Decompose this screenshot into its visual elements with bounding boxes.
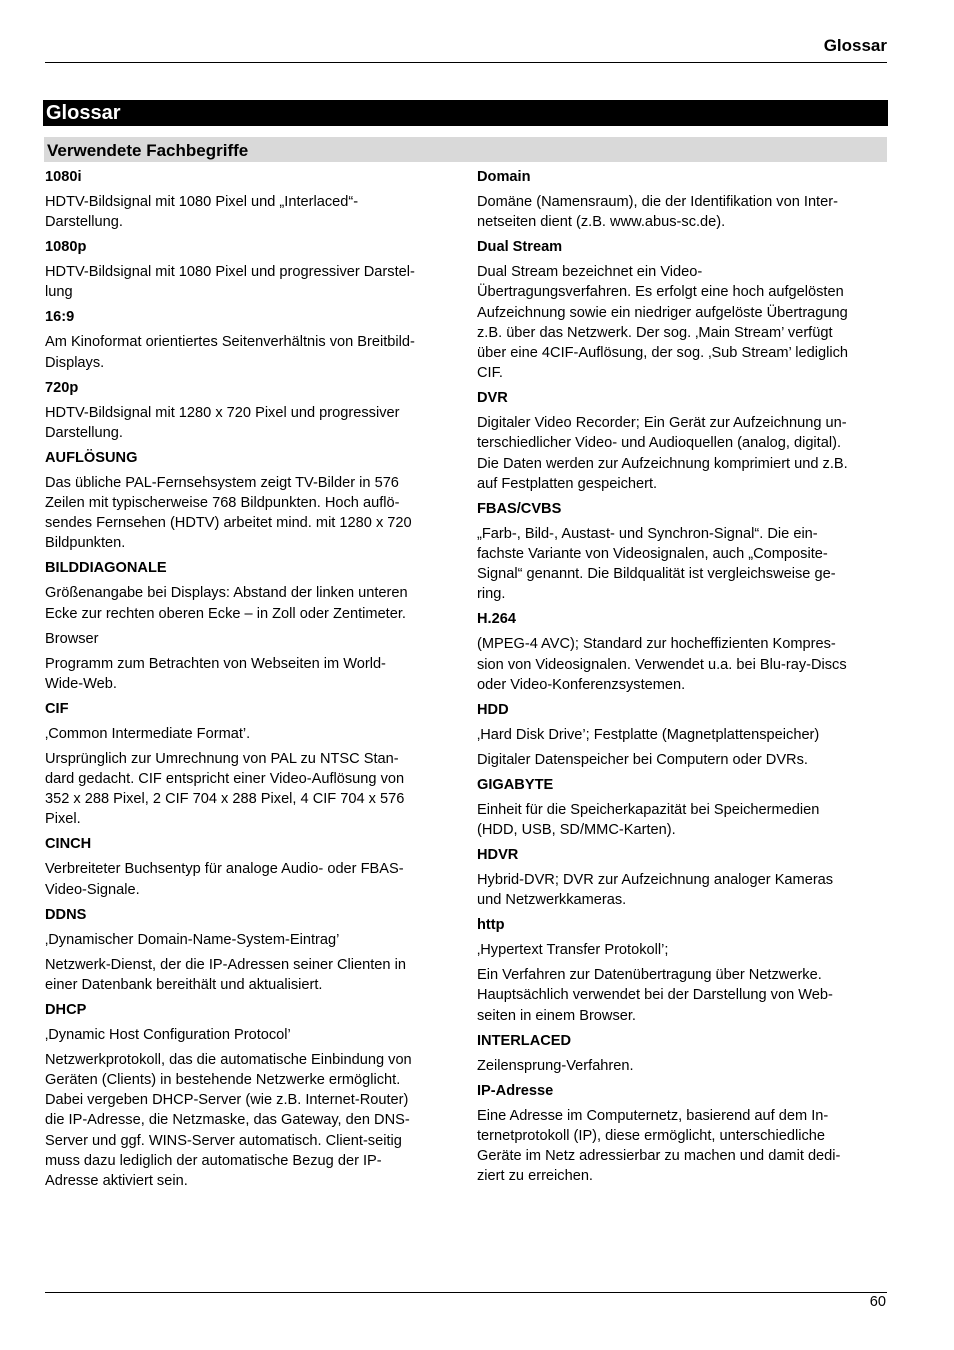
definition-line: Aufzeichnung sowie ein niedriger aufgelöste Übertragung [477,304,848,321]
definition-line: Hauptsächlich verwendet bei der Darstellung von Web- [477,987,833,1004]
glossary-definition [45,955,457,995]
glossary-definition [45,724,457,744]
definition-line: HDTV-Bildsignal mit 1080 Pixel und progressiver Darstel- [45,264,415,281]
glossary-definition [45,629,457,649]
glossary-term: CINCH [45,836,92,853]
definition-line: Einheit für die Speicherkapazität bei Speichermedien [477,801,820,818]
subsection-title: Verwendete Fachbegriffe [44,137,887,162]
glossary-term: FBAS/CVBS [477,500,562,517]
definition-line: Das übliche PAL-Fernsehsystem zeigt TV-Bilder in 576 [45,474,399,491]
definition-line: einer Datenbank bereithält und aktualisiert. [45,976,323,993]
definition-line: Browser [45,630,99,647]
definition-line: sendes Fernsehen (HDTV) arbeitet mind. mit 1280 x 720 [45,515,412,532]
definition-line: Ursprünglich zur Umrechnung von PAL zu NTSC Stan- [45,750,399,767]
definition-line: Wide-Web. [45,675,117,692]
glossary-term: GIGABYTE [477,776,554,793]
glossary-definition [477,725,889,745]
definition-line: sion von Videosignalen. Verwendet u.a. bei Blu-ray-Discs [477,656,847,673]
definition-line: die IP-Adresse, die Netzmaske, das Gateway, den DNS- [45,1112,410,1129]
glossary-definition [45,192,457,232]
glossary-term: INTERLACED [477,1032,572,1049]
definition-line: (MPEG-4 AVC); Standard zur hocheffizienten Kompres- [477,636,836,653]
page-number: 60 [869,1294,886,1310]
definition-line: ternetprotokoll (IP), diese ermöglicht, unterschiedliche [477,1127,825,1144]
definition-line: über eine 4CIF-Auflösung, der sog. ‚Sub Stream’ lediglich [477,345,848,362]
definition-line: Geräte im Netz adressierbar zu machen und damit dedi- [477,1148,841,1165]
definition-line: Ecke zur rechten oberen Ecke – in Zoll oder Zentimeter. [45,605,406,622]
glossary-term: 720p [45,379,79,396]
definition-line: Programm zum Betrachten von Webseiten im World- [45,655,386,672]
glossary-definition [45,332,457,372]
definition-line: ‚Common Intermediate Format’. [45,725,251,742]
definition-line: ‚Dynamic Host Configuration Protocol’ [45,1026,291,1043]
definition-line: Adresse aktiviert sein. [45,1173,188,1190]
definition-line: Geräten (Clients) in bestehende Netzwerke ermöglicht. [45,1072,401,1089]
glossary-definition [477,1056,889,1076]
definition-line: Übertragungsverfahren. Es erfolgt eine hoch aufgelösten [477,284,844,301]
definition-line: Die Daten werden zur Aufzeichnung komprimiert und z.B. [477,455,848,472]
definition-line: Darstellung. [45,424,123,441]
glossary-term: Domain [477,169,531,185]
definition-line: ziert zu erreichen. [477,1168,593,1185]
glossary-term: DHCP [45,1001,87,1018]
glossary-term: H.264 [477,611,516,628]
definition-line: oder Video-Konferenzsystemen. [477,676,686,693]
glossary-definition [45,262,457,302]
definition-line: muss dazu lediglich der automatische Bezug der IP- [45,1152,382,1169]
glossary-definition [477,192,889,232]
section-title: Glossar [43,100,888,126]
definition-line: terschiedlicher Video- und Audioquellen (analog, digital). [477,435,842,452]
glossary-definition [45,930,457,950]
definition-line: Displays. [45,354,105,371]
definition-line: ring. [477,586,506,603]
glossary-column-right [477,167,889,1191]
glossary-definition [477,413,889,494]
definition-line: ‚Dynamischer Domain-Name-System-Eintrag’ [45,931,340,948]
definition-line: fachste Variante von Videosignalen, auch „Composite- [477,546,828,563]
glossary-definition [45,749,457,830]
definition-line: Digitaler Video Recorder; Ein Gerät zur Aufzeichnung un- [477,415,847,432]
glossary-definition [45,473,457,554]
definition-line: seiten in einem Browser. [477,1007,636,1024]
glossary-column-left [45,167,457,1196]
glossary-term: IP-Adresse [477,1082,554,1099]
definition-line: Eine Adresse im Computernetz, basierend auf dem In- [477,1107,829,1124]
footer-rule [45,1292,887,1293]
definition-line: CIF. [477,365,503,382]
definition-line: Netzwerk-Dienst, der die IP-Adressen seiner Clienten in [45,956,406,973]
definition-line: HDTV-Bildsignal mit 1280 x 720 Pixel und progressiver [45,404,400,421]
glossary-definition [477,870,889,910]
definition-line: Dabei vergeben DHCP-Server (wie z.B. Internet-Router) [45,1092,409,1109]
definition-line: ‚Hypertext Transfer Protokoll’; [477,942,669,959]
definition-line: Verbreiteter Buchsentyp für analoge Audio- oder FBAS- [45,861,404,878]
glossary-definition [477,750,889,770]
glossary-term: AUFLÖSUNG [45,449,138,466]
definition-line: Digitaler Datenspeicher bei Computern oder DVRs. [477,751,808,768]
glossary-definition [477,940,889,960]
definition-line: lung [45,284,73,301]
definition-line: Am Kinoformat orientiertes Seitenverhältnis von Breitbild- [45,334,415,351]
glossary-definition [45,403,457,443]
glossary-term: DVR [477,390,508,407]
definition-line: Zeilensprung-Verfahren. [477,1057,634,1074]
definition-line: Signal“ genannt. Die Bildqualität ist vergleichsweise ge- [477,566,836,583]
glossary-term: DDNS [45,906,87,923]
definition-line: z.B. über das Netzwerk. Der sog. ‚Main Stream’ verfügt [477,324,833,341]
glossary-definition [477,524,889,605]
definition-line: Dual Stream bezeichnet ein Video- [477,264,703,281]
definition-line: (HDD, USB, SD/MMC-Karten). [477,822,676,839]
definition-line: Server und ggf. WINS-Server automatisch. Client-seitig [45,1132,402,1149]
definition-line: Video-Signale. [45,881,140,898]
definition-line: Zeilen mit typischerweise 768 Bildpunkten. Hoch auflö- [45,495,400,512]
glossary-term: Dual Stream [477,239,563,256]
definition-line: Pixel. [45,811,81,828]
definition-line: netseiten dient (z.B. www.abus-sc.de). [477,214,726,231]
glossary-term: CIF [45,700,69,717]
running-header-title: Glossar [823,36,887,55]
definition-line: und Netzwerkkameras. [477,892,627,909]
glossary-term: http [477,917,505,934]
definition-line: ‚Hard Disk Drive’; Festplatte (Magnetplattenspeicher) [477,726,820,743]
definition-line: Ein Verfahren zur Datenübertragung über Netzwerke. [477,967,822,984]
glossary-definition [477,262,889,383]
definition-line: auf Festplatten gespeichert. [477,475,658,492]
glossary-definition [45,859,457,899]
glossary-definition [45,1050,457,1191]
glossary-definition [477,1106,889,1187]
glossary-definition [477,965,889,1026]
glossary-term: BILDDIAGONALE [45,560,167,577]
definition-line: Netzwerkprotokoll, das die automatische Einbindung von [45,1051,412,1068]
definition-line: 352 x 288 Pixel, 2 CIF 704 x 288 Pixel, 4 CIF 704 x 576 [45,791,405,808]
glossary-term: 1080p [45,239,87,256]
glossary-definition [45,1025,457,1045]
definition-line: Bildpunkten. [45,535,126,552]
definition-line: dard gedacht. CIF entspricht einer Video-Auflösung von [45,771,405,788]
definition-line: „Farb-, Bild-, Austast- und Synchron-Signal“. Die ein- [477,525,818,542]
glossary-term: 1080i [45,169,82,185]
definition-line: Größenangabe bei Displays: Abstand der linken unteren [45,585,408,602]
glossary-term: HDD [477,701,509,718]
glossary-definition [45,654,457,694]
glossary-definition [477,634,889,695]
definition-line: HDTV-Bildsignal mit 1080 Pixel und „Interlaced“- [45,194,359,210]
definition-line: Hybrid-DVR; DVR zur Aufzeichnung analoger Kameras [477,872,834,889]
glossary-definition [477,800,889,840]
definition-line: Domäne (Namensraum), die der Identifikation von Inter- [477,194,838,210]
definition-line: Darstellung. [45,214,123,231]
header-rule [45,62,887,63]
glossary-term: 16:9 [45,309,75,326]
glossary-term: HDVR [477,847,519,864]
glossary-definition [45,583,457,623]
